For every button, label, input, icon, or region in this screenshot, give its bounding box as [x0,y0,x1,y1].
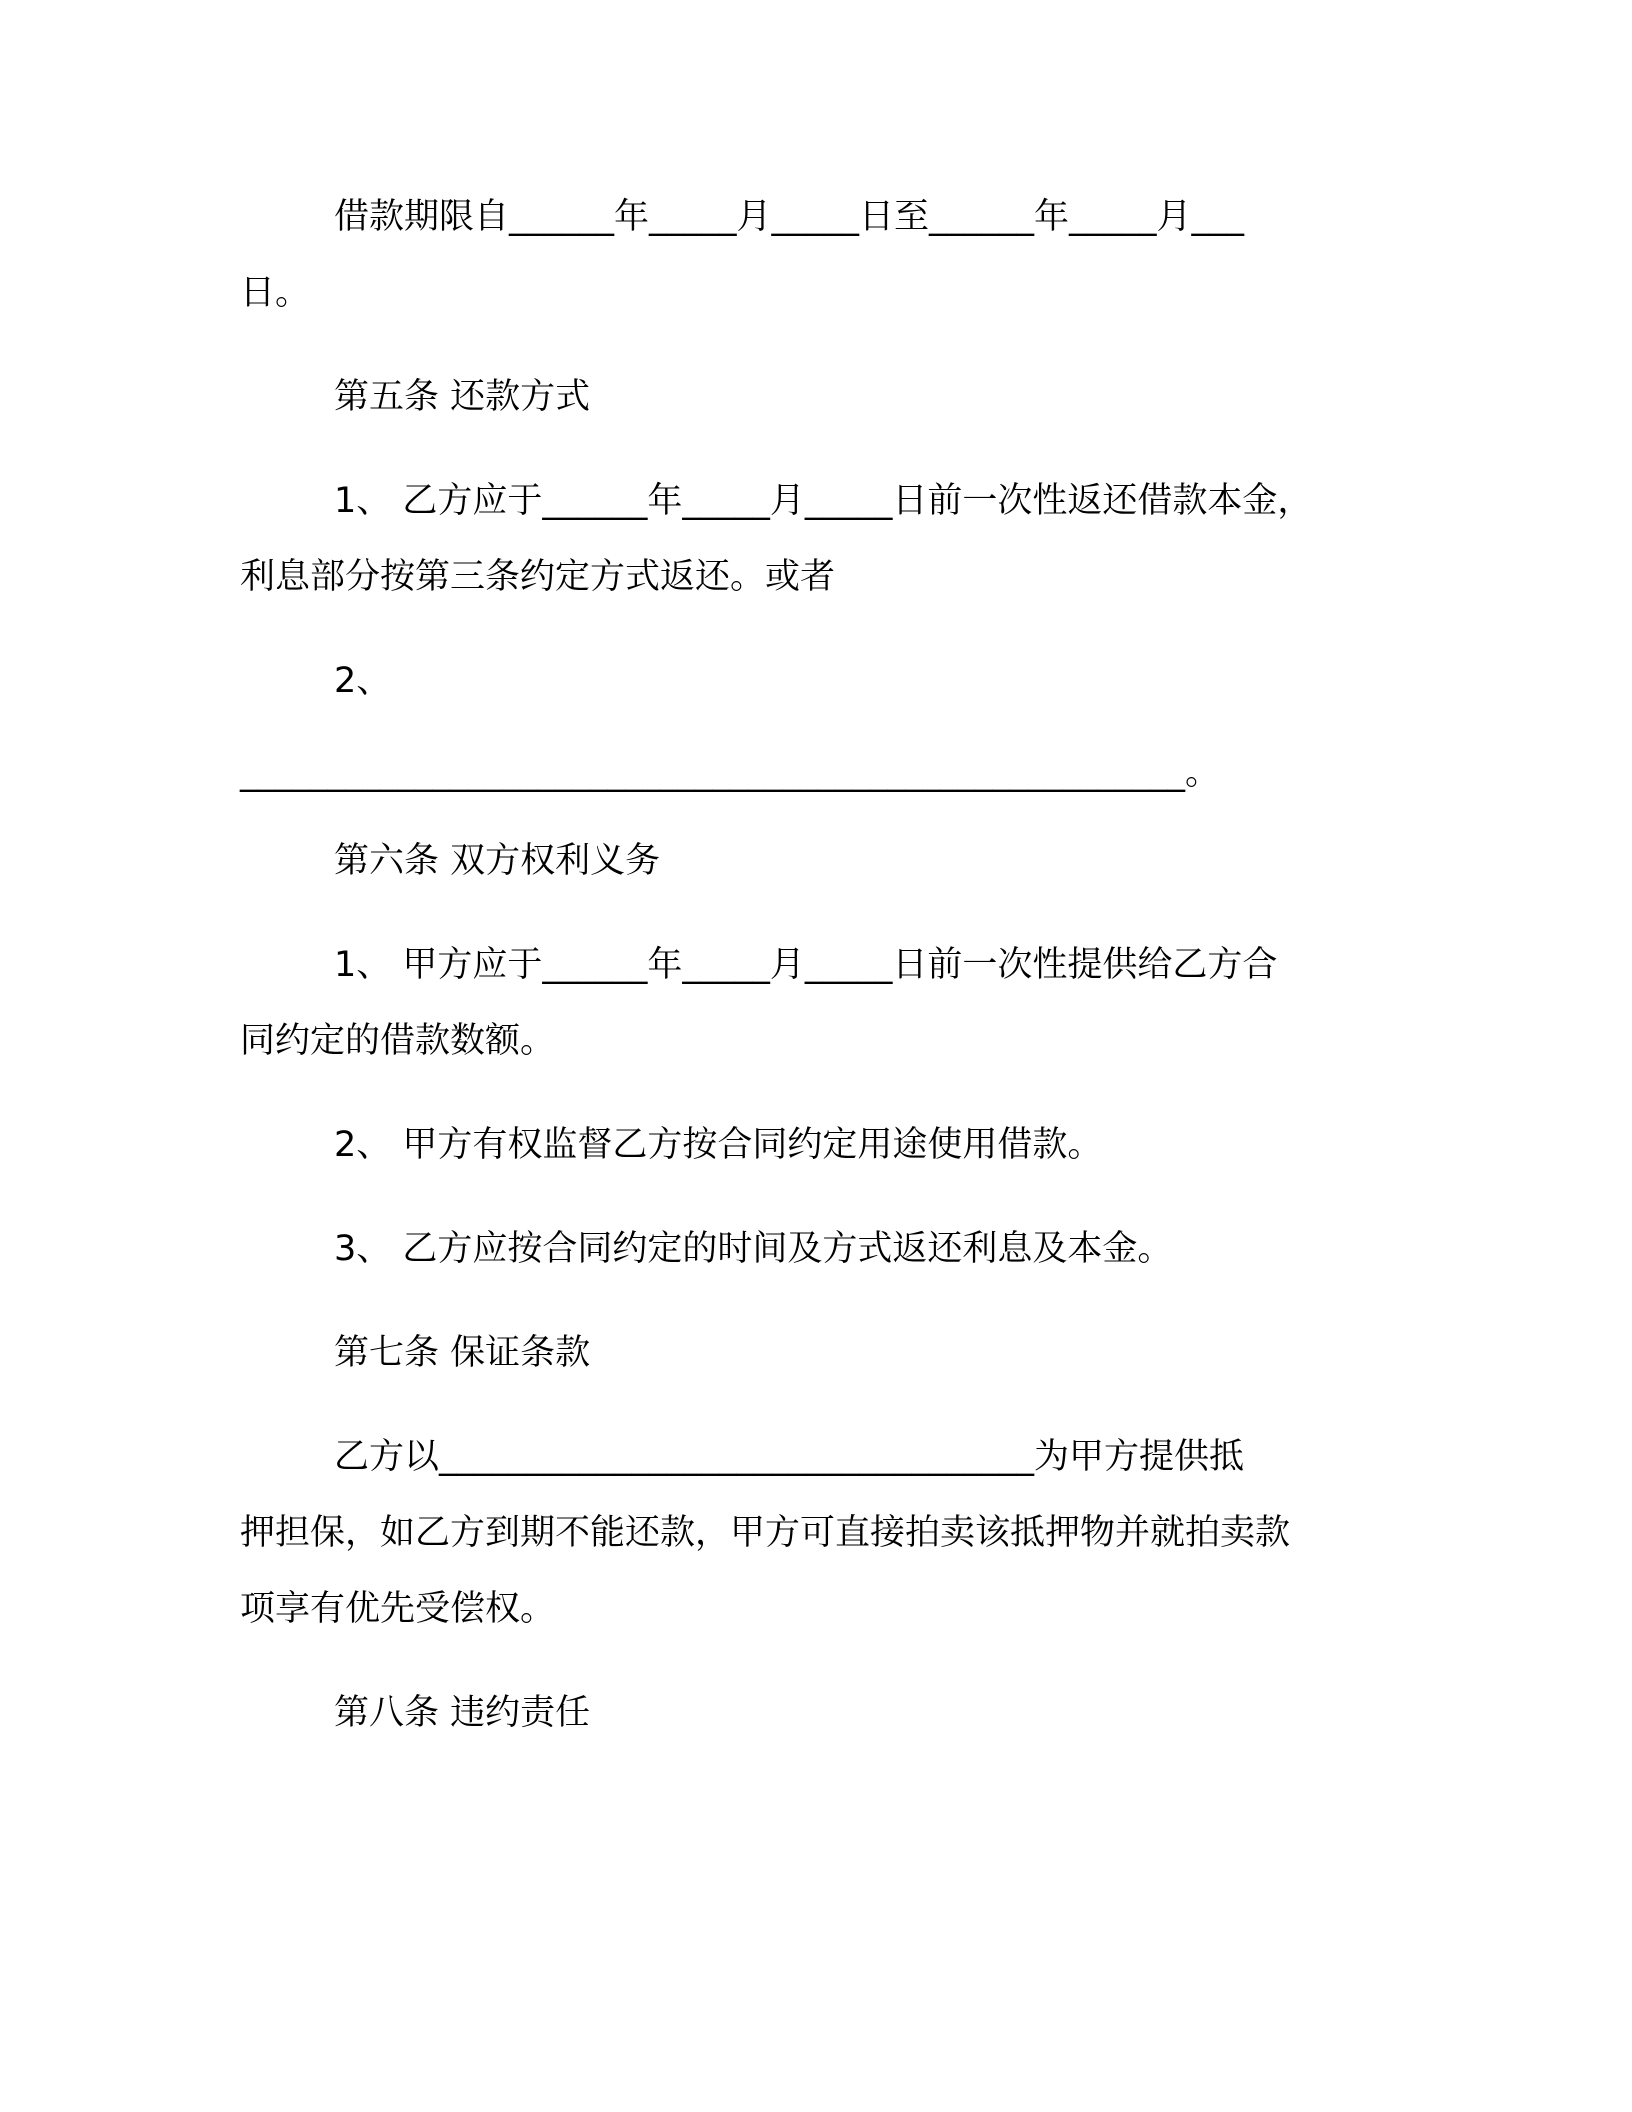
rights-item-2: 2、 甲方有权监督乙方按合同约定用途使用借款。 [334,1125,1103,1165]
repayment-item-2-blank: ______________________________________________________。 [240,753,1221,793]
article-6-heading: 第六条 双方权利义务 [334,841,661,881]
repayment-item-1-cont: 利息部分按第三条约定方式返还。或者 [240,557,836,597]
article-8-heading: 第八条 违约责任 [334,1693,591,1733]
guarantee-clause-cont-1: 押担保，如乙方到期不能还款，甲方可直接拍卖该抵押物并就拍卖款 [240,1513,1291,1553]
rights-item-1-cont: 同约定的借款数额。 [240,1021,556,1061]
repayment-item-1: 1、 乙方应于______年_____月_____日前一次性返还借款本金， [334,481,1313,521]
rights-item-3: 3、 乙方应按合同约定的时间及方式返还利息及本金。 [334,1229,1173,1269]
repayment-item-2: 2、 [334,661,392,701]
loan-term-line: 借款期限自______年_____月_____日至______年_____月___ [334,197,1245,237]
article-5-heading: 第五条 还款方式 [334,377,591,417]
loan-term-line-end: 日。 [240,273,311,313]
article-7-heading: 第七条 保证条款 [334,1333,591,1373]
rights-item-1: 1、 甲方应于______年_____月_____日前一次性提供给乙方合 [334,945,1278,985]
guarantee-clause: 乙方以__________________________________为甲方提供抵 [334,1437,1245,1477]
guarantee-clause-cont-2: 项享有优先受偿权。 [240,1589,556,1629]
